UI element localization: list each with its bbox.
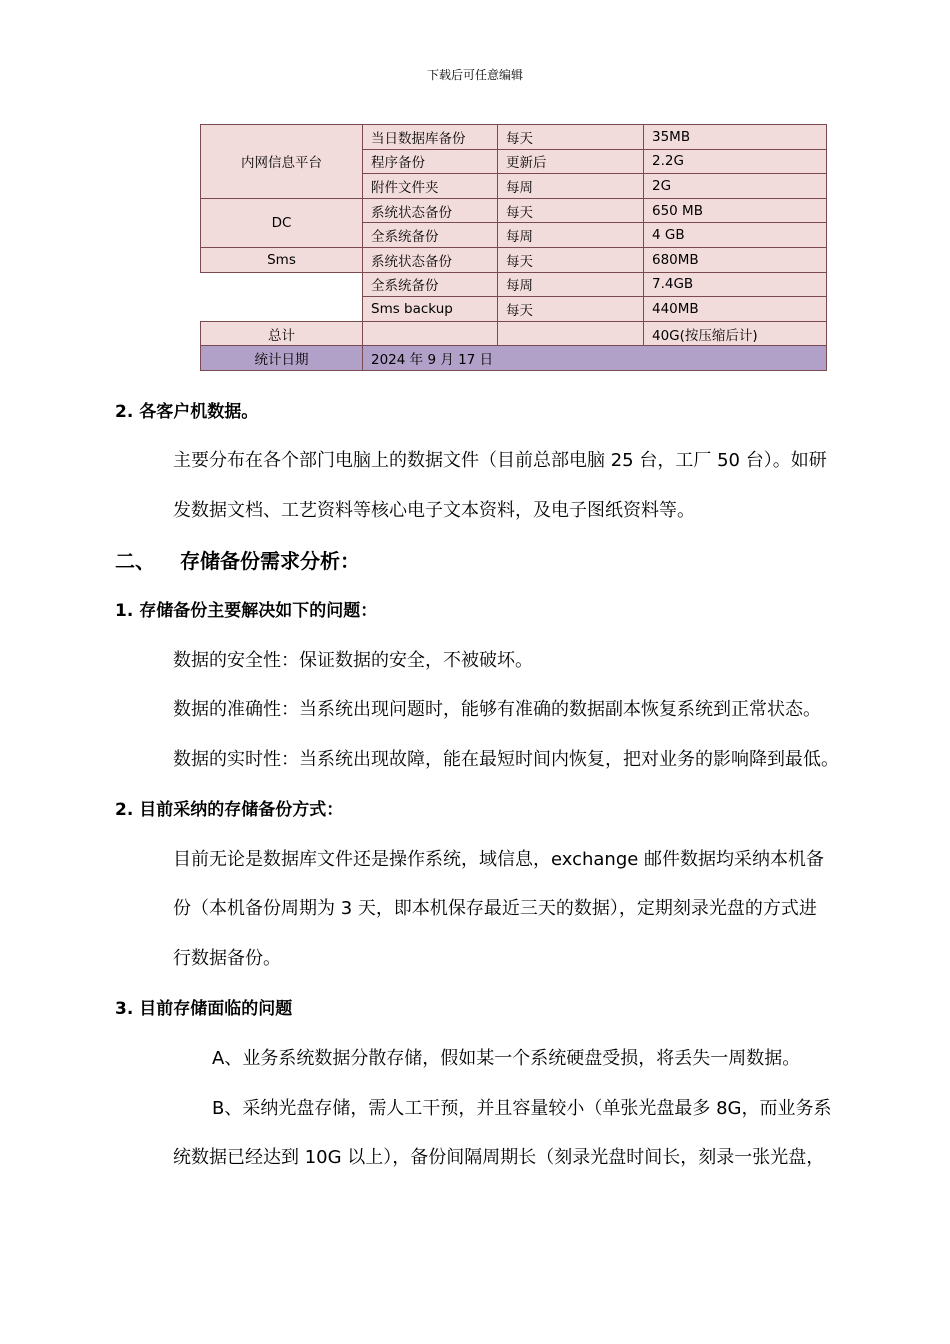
backup-item-cell: Sms backup: [363, 297, 498, 322]
empty-cell: [201, 272, 363, 321]
system-cell: 内网信息平台: [201, 125, 363, 199]
frequency-cell: 更新后: [498, 149, 644, 174]
total-empty-cell: [363, 321, 498, 346]
paragraph-line: 份（本机备份周期为 3 天，即本机保存最近三天的数据），定期刻录光盘的方式进: [173, 898, 817, 919]
size-cell: 2G: [644, 174, 827, 199]
size-cell: 7.4GB: [644, 272, 827, 297]
backup-data-table: [200, 124, 827, 371]
frequency-cell: 每周: [498, 223, 644, 248]
paragraph-line: 行数据备份。: [173, 948, 281, 969]
total-empty-cell: [498, 321, 644, 346]
backup-item-cell: 系统状态备份: [363, 247, 498, 272]
date-label-cell: 统计日期: [201, 346, 363, 371]
paragraph-line: 目前无论是数据库文件还是操作系统，域信息，exchange 邮件数据均采纳本机备: [173, 849, 825, 870]
backup-item-cell: 当日数据库备份: [363, 125, 498, 150]
section-heading-client-data: 2. 各客户机数据。: [115, 402, 259, 422]
part-title: 存储备份需求分析：: [180, 549, 360, 573]
paragraph-line: A、业务系统数据分散存储，假如某一个系统硬盘受损，将丢失一周数据。: [212, 1048, 801, 1069]
total-size-cell: 40G(按压缩后计): [644, 321, 827, 346]
table-row: [201, 125, 827, 150]
paragraph-line: 数据的实时性：当系统出现故障，能在最短时间内恢复，把对业务的影响降到最低。: [173, 749, 839, 770]
section-heading-current-method: 2. 目前采纳的存储备份方式：: [115, 800, 344, 820]
date-row: [201, 346, 827, 371]
table-row: [201, 198, 827, 223]
backup-item-cell: 全系统备份: [363, 272, 498, 297]
system-cell: Sms: [201, 247, 363, 272]
paragraph-line: 数据的准确性：当系统出现问题时，能够有准确的数据副本恢复系统到正常状态。: [173, 699, 821, 720]
paragraph-line: B、采纳光盘存储，需人工干预，并且容量较小（单张光盘最多 8G，而业务系: [212, 1098, 832, 1119]
frequency-cell: 每天: [498, 125, 644, 150]
backup-item-cell: 程序备份: [363, 149, 498, 174]
size-cell: 4 GB: [644, 223, 827, 248]
paragraph-line: 统数据已经达到 10G 以上），备份间隔周期长（刻录光盘时间长，刻录一张光盘，: [173, 1147, 825, 1168]
total-label-cell: 总计: [201, 321, 363, 346]
backup-item-cell: 附件文件夹: [363, 174, 498, 199]
backup-item-cell: 全系统备份: [363, 223, 498, 248]
frequency-cell: 每天: [498, 297, 644, 322]
paragraph-line: 发数据文档、工艺资料等核心电子文本资料，及电子图纸资料等。: [173, 500, 695, 521]
backup-item-cell: 系统状态备份: [363, 198, 498, 223]
frequency-cell: 每天: [498, 247, 644, 272]
total-row: [201, 321, 827, 346]
size-cell: 650 MB: [644, 198, 827, 223]
size-cell: 35MB: [644, 125, 827, 150]
table-row: [201, 247, 827, 272]
frequency-cell: 每天: [498, 198, 644, 223]
table-row: [201, 272, 827, 297]
size-cell: 680MB: [644, 247, 827, 272]
page-header: 下载后可任意编辑: [426, 68, 523, 82]
frequency-cell: 每周: [498, 174, 644, 199]
paragraph-line: 主要分布在各个部门电脑上的数据文件（目前总部电脑 25 台，工厂 50 台）。如研: [173, 450, 827, 471]
section-heading-problems: 1. 存储备份主要解决如下的问题：: [115, 601, 378, 621]
size-cell: 2.2G: [644, 149, 827, 174]
paragraph-line: 数据的安全性：保证数据的安全，不被破坏。: [173, 650, 533, 671]
frequency-cell: 每周: [498, 272, 644, 297]
size-cell: 440MB: [644, 297, 827, 322]
date-value-cell: 2024 年 9 月 17 日: [363, 346, 827, 371]
section-heading-issues: 3. 目前存储面临的问题: [115, 999, 293, 1019]
part-number: 二、: [115, 549, 155, 573]
system-cell: DC: [201, 198, 363, 247]
